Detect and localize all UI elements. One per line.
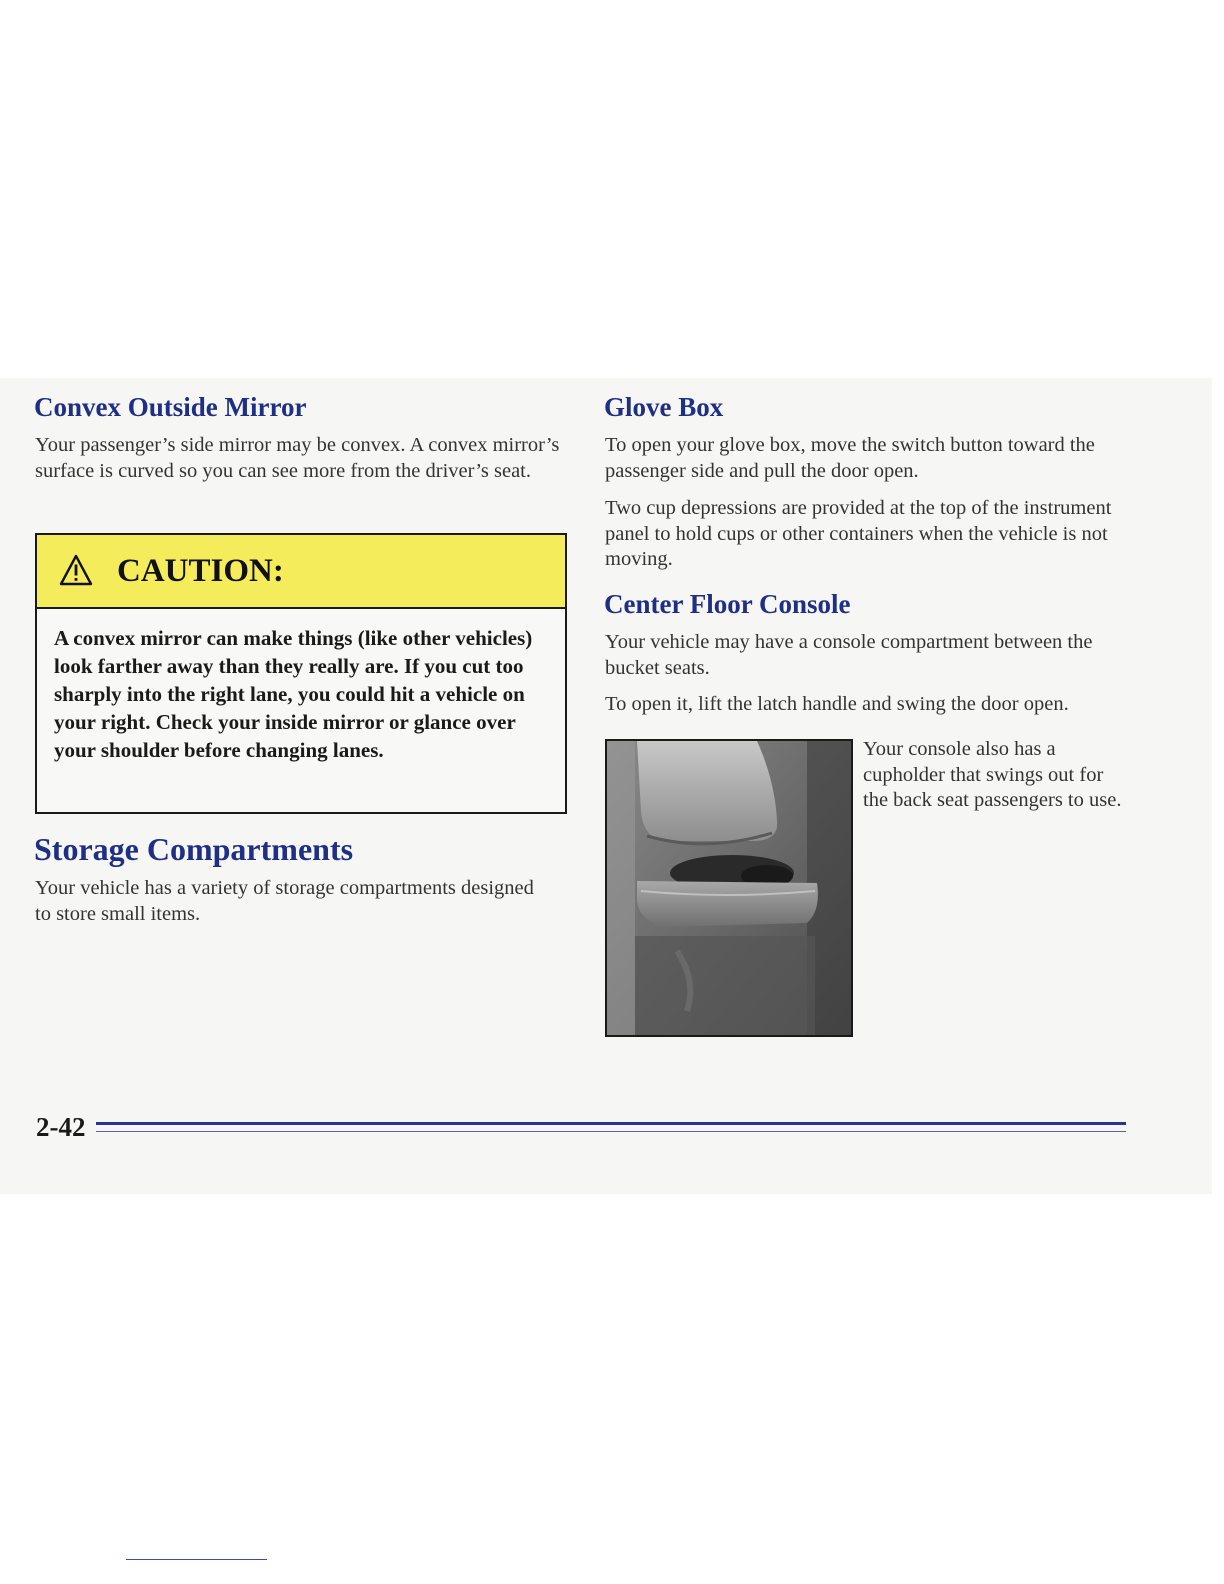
caution-box	[35, 533, 567, 814]
console-open-text: To open it, lift the latch handle and swing the door open.	[605, 693, 1069, 715]
console-compartment-text: Your vehicle may have a console compartment between the bucket seats.	[605, 631, 1093, 679]
convex-mirror-text: Your passenger’s side mirror may be convex. A convex mirror’s surface is curved so you can see more from the driver’s seat.	[35, 434, 560, 482]
cupholder-caption: Your console also has a cupholder that swings out for the back seat passengers to use.	[863, 738, 1122, 811]
footer-rule	[96, 1122, 1126, 1125]
caution-title: CAUTION:	[117, 553, 284, 589]
bottom-link-underline	[126, 1559, 267, 1560]
storage-compartments-heading: Storage Compartments	[34, 831, 354, 867]
glove-box-heading: Glove Box	[604, 392, 724, 422]
caution-header	[37, 535, 565, 609]
page-number: 2-42	[36, 1112, 86, 1142]
footer-rule-thin	[96, 1131, 1126, 1132]
center-floor-console-heading: Center Floor Console	[604, 589, 851, 619]
convex-mirror-heading: Convex Outside Mirror	[34, 392, 307, 422]
caution-text: A convex mirror can make things (like other vehicles) look farther away than they really are. If you cut too sharply into the right lane, you could hit a vehicle on your right. Check your inside mirror or glance over your shoulder before changing lanes.	[54, 626, 533, 762]
cup-depressions-text: Two cup depressions are provided at the top of the instrument panel to hold cups or other containers when the vehicle is not moving.	[605, 497, 1112, 570]
console-cupholder-photo	[605, 739, 853, 1037]
warning-triangle-icon	[59, 554, 93, 586]
glove-box-text: To open your glove box, move the switch button toward the passenger side and pull the door open.	[605, 434, 1095, 482]
storage-compartments-text: Your vehicle has a variety of storage compartments designed to store small items.	[35, 877, 534, 925]
